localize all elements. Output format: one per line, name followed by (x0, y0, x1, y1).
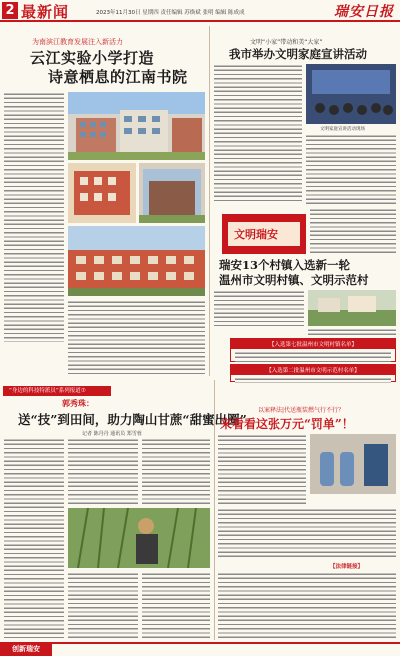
law-link-label: 【法律链接】 (330, 564, 364, 570)
field-photo (68, 508, 210, 568)
name-list-box (230, 338, 396, 362)
school-photo (68, 163, 136, 223)
box-label: 【入选第七批温州市文明村镇名单】 (231, 339, 395, 349)
article-body (308, 328, 396, 338)
event-photo (306, 64, 396, 124)
article-headline: 诗意栖息的江南书院 (48, 68, 188, 86)
article-subtitle: 以案释法|代送瓶装燃气行不行？ (258, 407, 345, 414)
article-body (4, 438, 64, 638)
article-subtitle: 文明“小家”带动和美“大家” (250, 39, 323, 46)
article-body (68, 300, 205, 376)
article-subtitle: 为南滨江教育发展注入新活力 (32, 38, 123, 46)
series-banner: “身边的科技特派员”系列报道⑦ (3, 386, 111, 396)
article-headline: 瑞安13个村镇入选新一轮 (219, 258, 351, 272)
name-list-box (230, 364, 396, 382)
article-body (68, 572, 138, 638)
article-body (214, 64, 302, 204)
photo-caption: 文明家庭宣讲活动现场 (320, 127, 365, 132)
village-photo (308, 290, 396, 326)
article-body (142, 572, 210, 638)
article-body (218, 572, 396, 638)
article-body (142, 438, 210, 506)
article-subtitle: 郭秀珠： (62, 398, 94, 408)
civilization-logo (222, 214, 306, 254)
gas-cylinder-photo (310, 434, 396, 494)
article-body (218, 434, 306, 504)
article-headline: 送“技”到田间，助力陶山甘蔗“甜蜜出圈” (18, 412, 247, 427)
school-photo (68, 226, 205, 296)
page-number: 2 (2, 2, 18, 19)
issue-meta: 2023年11月30日 星期四 责任编辑 苏焕斌 张明 编辑 陈成成 (96, 10, 245, 16)
article-body (68, 438, 138, 506)
footer-rule (0, 642, 400, 644)
page-header (0, 0, 400, 22)
column-divider (209, 26, 210, 376)
footer-tag: 创新瑞安 (0, 642, 52, 656)
newspaper-brand: 瑞安日报 (334, 4, 394, 20)
article-body (4, 92, 64, 342)
logo-text: 文明瑞安 (234, 228, 278, 241)
article-headline: 我市举办文明家庭宣讲活动 (229, 47, 367, 61)
article-body (218, 508, 396, 558)
byline: 记者 陈丹丹 通讯员 郑雪蓉 (82, 431, 142, 437)
article-headline: 来看看这张万元“罚单”！ (220, 417, 354, 431)
section-title: 最新闻 (21, 3, 70, 21)
article-headline: 云江实验小学打造 (30, 49, 155, 67)
school-photo (139, 163, 205, 223)
school-photo (68, 92, 205, 160)
article-body (214, 290, 304, 326)
article-body (310, 208, 396, 254)
article-body (306, 134, 396, 204)
box-label: 【入选第二批温州市文明示范村名单】 (231, 365, 395, 375)
article-headline: 温州市文明村镇、文明示范村 (219, 273, 369, 287)
